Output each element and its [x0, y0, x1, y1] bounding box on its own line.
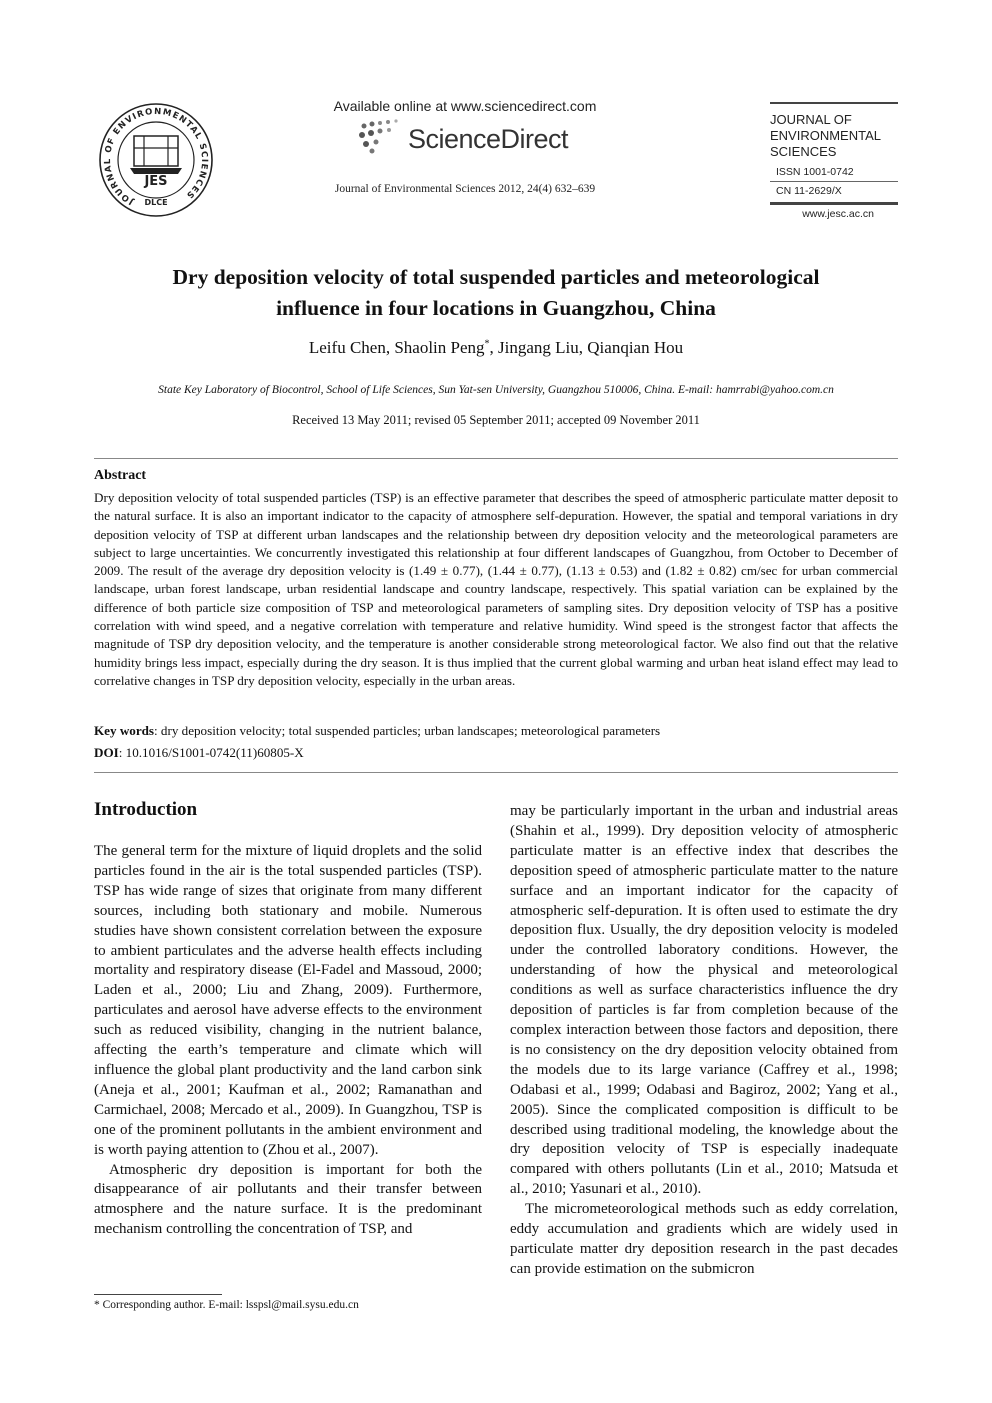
keywords-text: : dry deposition velocity; total suspended particles; urban landscapes; meteorological parameters [154, 723, 661, 738]
doi-text[interactable]: : 10.1016/S1001-0742(11)60805-X [118, 745, 304, 760]
paragraph: The micrometeorological methods such as eddy correlation, eddy accumulation and gradients which are widely used in particulate matter dry deposition research in the past decades can provide estimation on the submicron [510, 1201, 898, 1277]
affiliation: State Key Laboratory of Biocontrol, School of Life Sciences, Sun Yat-sen University, Guangzhou 510006, China. E-mail: hamrrabi@yahoo.com.cn [158, 384, 834, 396]
journal-logo [94, 102, 218, 218]
authors-rest: , Jingang Liu, Qianqian Hou [489, 338, 684, 357]
footnote: * Corresponding author. E-mail: lsspsl@mail.sysu.edu.cn [94, 1299, 359, 1311]
footnote-rule [94, 1294, 222, 1295]
doi [94, 745, 898, 761]
keywords-label: Key words [94, 723, 155, 738]
paragraph: may be particularly important in the urban and industrial areas (Shahin et al., 1999). Dry deposition velocity of atmospheric particulate matter is an effective index that describes the deposition speed of atmospheric particulate matter to the nature surface and an important indicator for the capacity of atmospheric self-depuration. It is often used to estimate the dry deposition flux. Usually, the dry deposition velocity is modeled under the controlled laboratory conditions. However, the understanding of how the physical and meteorological conditions as well as surface characteristics influence the dry deposition of particles is far from completion because of the complex interaction between those factors and deposition, there is no consistency on the dry deposition velocity obtained from the models due to its large variance (Caffrey et al., 1998; Odabasi et al., 1999; Odabasi and Bagiroz, 2002; Yang et al., 2005). Since the complicated composition is difficult to be described using traditional modeling, the knowledge about the dry deposition velocity of TSP is especially inadequate compared with others pollutants (Lin et al., 2010; Matsuda et al., 2010; Yasunari et al., 2010). [510, 803, 898, 1198]
title-line-1: Dry deposition velocity of total suspended particles and meteorological [172, 265, 820, 289]
authors-first: Leifu Chen, Shaolin Peng [308, 338, 485, 357]
journal-url[interactable]: www.jesc.ac.cn [802, 208, 874, 220]
available-online: Available online at www.sciencedirect.com [333, 98, 597, 114]
journal-info-box [770, 102, 898, 220]
corresponding-mark: * [484, 338, 490, 350]
column-right [510, 802, 898, 1280]
journal-name-line1: JOURNAL OF [770, 112, 852, 127]
journal-issn: ISSN 1001-0742 [776, 166, 854, 178]
journal-name-line2: ENVIRONMENTAL [770, 128, 881, 143]
paragraph: Atmospheric dry deposition is important for both the disappearance of air pollutants and their transfer between atmosphere and the nature surface. It is the predominant mechanism controlling the concentration of TSP, and [94, 1161, 482, 1238]
authors [100, 338, 892, 358]
abstract-text: Dry deposition velocity of total suspended particles (TSP) is an effective parameter that describes the speed of atmospheric particulate matter deposit to the natural surface. It is also an important indicator to the capacity of atmosphere self-depuration. However, the spatial and temporal variations in dry deposition velocity of TSP at different urban landscapes and the relationship between dry deposition velocity and the meteorological parameters are subject to large uncertainties. We concurrently investigated this relationship at four different landscapes of Guangzhou, from October to December of 2009. The result of the average dry deposition velocity is (1.49 ± 0.77), (1.44 ± 0.77), (1.13 ± 0.53) and (1.82 ± 0.82) cm/sec for urban commercial landscape, urban forest landscape, urban residential landscape and country landscape, respectively. This spatial variation can be explained by the difference of both particle size composition of TSP and meteorological parameters of sampling sites. Dry deposition velocity of TSP has a positive correlation with wind speed, and a negative correlation with temperature and relative humidity. Wind speed is the strongest factor that affects the magnitude of TSP dry deposition velocity, and the temperature is another considerable strong meteorological factor. We also find out that the relative humidity brings less impact, especially during the dry season. It is thus implied that the current global warming and urban heat island effect may lead to correlative changes in TSP dry deposition velocity, especially in the urban areas. [94, 490, 898, 688]
received-dates: Received 13 May 2011; revised 05 September 2011; accepted 09 November 2011 [292, 413, 700, 427]
sciencedirect-wordmark: ScienceDirect [408, 124, 569, 154]
logo-ring-text: JOURNAL OF ENVIRONMENTAL SCIENCES [103, 106, 210, 207]
abstract-heading: Abstract [94, 468, 147, 483]
title-line-2: influence in four locations in Guangzhou, China [276, 296, 716, 320]
divider-top [94, 458, 898, 459]
journal-citation: Journal of Environmental Sciences 2012, 24(4) 632–639 [334, 183, 596, 195]
doi-label: DOI [94, 745, 119, 760]
divider-bottom [94, 772, 898, 773]
paragraph: The general term for the mixture of liquid droplets and the solid particles found in the air is the total suspended particles (TSP). TSP has wide range of sizes that originate from many different sources, including both stationary and mobile. Numerous studies have shown consistent correlation between the exposure to ambient particulates and the adverse health effects including mortality and respiratory disease (El-Fadel and Massoud, 2000; Laden et al., 2000; Liu and Zhang, 2009). Furthermore, particulates and aerosol have adverse effects to the environment such as reduced visibility, changing in the nutrient balance, affecting the earth’s temperature and climate which will influence the global plant productivity and the land carbon sink (Aneja et al., 2001; Kaufman et al., 2002; Ramanathan and Carmichael, 2008; Mercado et al., 2009). In Guangzhou, TSP is one of the prominent pollutants in the ambient environment and is worth paying attention to (Zhou et al., 2007). [94, 843, 482, 1158]
logo-bottom-text: DLCE [144, 198, 168, 207]
column-left [94, 842, 482, 1240]
logo-abbr: JES [144, 174, 168, 189]
section-heading-introduction: Introduction [94, 799, 198, 820]
keywords [94, 723, 898, 739]
journal-name-line3: SCIENCES [770, 144, 837, 159]
article-title [100, 262, 892, 324]
journal-cn: CN 11-2629/X [776, 185, 842, 197]
sciencedirect-dots-icon [356, 118, 400, 156]
